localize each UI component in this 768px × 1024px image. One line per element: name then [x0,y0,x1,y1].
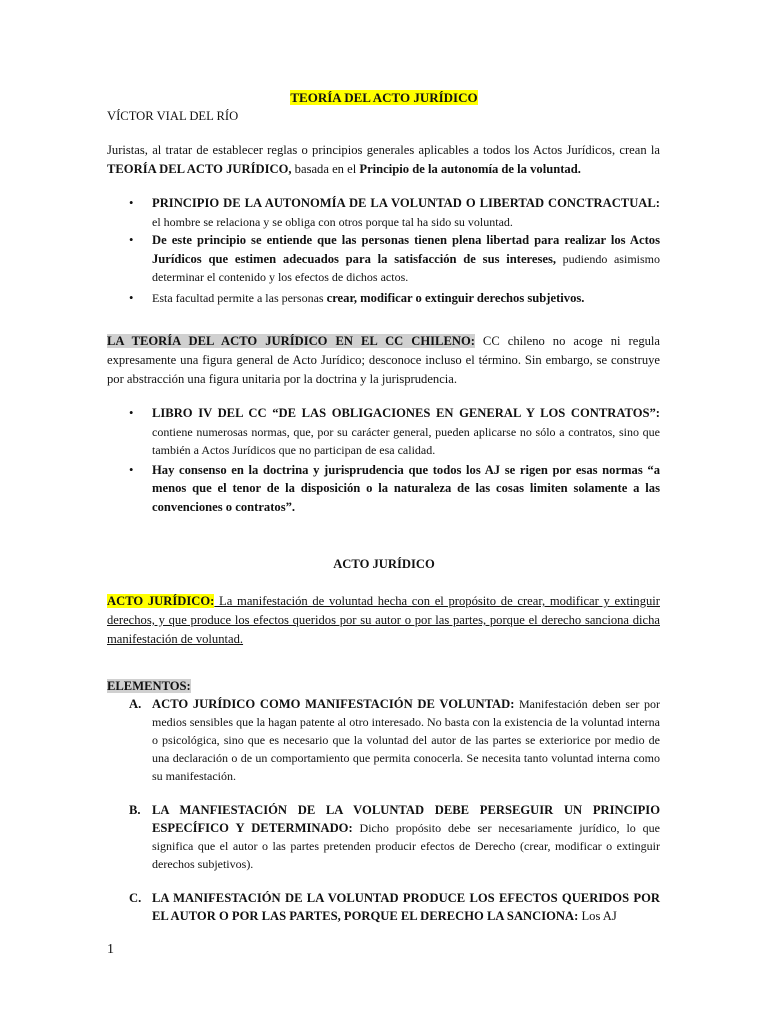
intro-text-1: Juristas, al tratar de establecer reglas o principios generales aplicables a todos los Actos Jurídicos, crean la [107,143,660,157]
list-item [107,231,660,287]
bullet-icon: • [129,462,134,477]
element-text: Dicho propósito debe ser necesariamente jurídico, lo que significa que el autor o las partes pretenden producir efectos de Derecho (crear, modificar o extinguir derechos subjetivos). [152,821,660,871]
bullet-text: el hombre se relaciona y se obliga con otros porque tal ha sido su voluntad. [152,214,513,229]
bullet-bold: PRINCIPIO DE LA AUTONOMÍA DE LA VOLUNTAD O LIBERTAD CONCTRACTUAL: [152,196,660,210]
cc-section-paragraph [107,332,660,389]
bullet-icon: • [129,290,134,305]
list-item [107,461,660,517]
list-item [107,404,660,460]
bullet-text: contiene numerosas normas, que, por su carácter general, pueden aplicarse no sólo a contratos, sino que también a Actos Jurídicos que no participan de esa calidad. [152,424,660,457]
elementos-heading [107,677,660,696]
list-marker: C. [129,891,142,905]
bullet-bold: crear, modificar o extinguir derechos subjetivos. [326,290,585,305]
list-item [107,889,660,925]
libro-bullet-list [107,404,660,516]
bullet-icon: • [129,196,134,210]
document-title [0,90,768,106]
section-title-acto-juridico: ACTO JURÍDICO [333,557,435,571]
bullet-bold: LIBRO IV DEL CC “DE LAS OBLIGACIONES EN GENERAL Y LOS CONTRATOS”: [152,406,660,420]
elementos-label: ELEMENTOS: [107,679,191,693]
list-marker: A. [129,697,142,711]
element-bold: LA MANIFESTACIÓN DE LA VOLUNTAD PRODUCE LOS EFECTOS QUERIDOS POR EL AUTOR O POR LAS PARTES, PORQUE EL DERECHO LA SANCIONA: [152,891,660,923]
principle-bullet-list [107,194,660,307]
title-highlight: TEORÍA DEL ACTO JURÍDICO [290,90,478,105]
bullet-icon: • [129,233,134,247]
intro-text-2: basada en el [291,162,360,176]
elementos-list [107,695,660,925]
intro-bold-2: Principio de la autonomía de la voluntad. [359,162,581,176]
bullet-bold: De este principio se entiende que las personas tienen plena libertad para realizar los Actos Jurídicos que estimen adecuados para la satisfacción de sus intereses, [152,233,660,266]
definition-paragraph [107,592,660,649]
list-item [107,695,660,785]
bullet-text: pudiendo asimismo determinar el contenido y los efectos de dichos actos. [152,251,660,284]
list-marker: B. [129,803,141,817]
cc-section-heading: LA TEORÍA DEL ACTO JURÍDICO EN EL CC CHILENO: [107,334,475,348]
intro-bold-1: TEORÍA DEL ACTO JURÍDICO, [107,162,292,176]
element-text: Los AJ [578,909,617,923]
list-item [107,194,660,231]
bullet-bold: Hay consenso en la doctrina y jurisprudencia que todos los AJ se rigen por esas normas “a menos que el tenor de la disposición o la naturaleza de las cosas limiten solamente a las convenciones o contratos”. [152,462,660,514]
page-number: 1 [107,942,114,957]
bullet-text: Esta facultad permite a las personas [152,290,327,305]
element-bold: LA MANFIESTACIÓN DE LA VOLUNTAD DEBE PERSEGUIR UN PRINCIPIO ESPECÍFICO Y DETERMINADO: [152,803,660,835]
author-line: VÍCTOR VIAL DEL RÍO [107,109,239,123]
definition-label: ACTO JURÍDICO: [107,594,215,608]
bullet-icon: • [129,406,134,420]
definition-text: La manifestación de voluntad hecha con el propósito de crear, modificar y extinguir derechos, y que produce los efectos queridos por su autor o por las partes, porque el derecho sanciona dicha manifestación de voluntad. [107,594,660,646]
list-item [107,801,660,873]
cc-section-text: CC chileno no acoge ni regula expresamente una figura general de Acto Jurídico; desconoce incluso el término. Sin embargo, se construye por abstracción una figura unitaria por la doctrina y la jurisprudencia. [107,334,660,386]
list-item [107,289,660,308]
element-text: Manifestación deben ser por medios sensibles que la hagan patente al otro interesado. No basta con la existencia de la voluntad interna o psicológica, sino que es necesario que la voluntad del autor de las partes se exteriorice por medio de una declaración o de un comportamiento que permita conocerla. Se necesita tanto voluntad interna como su manifestación. [152,697,660,783]
element-bold: ACTO JURÍDICO COMO MANIFESTACIÓN DE VOLUNTAD: [152,697,515,711]
intro-paragraph [107,141,660,179]
